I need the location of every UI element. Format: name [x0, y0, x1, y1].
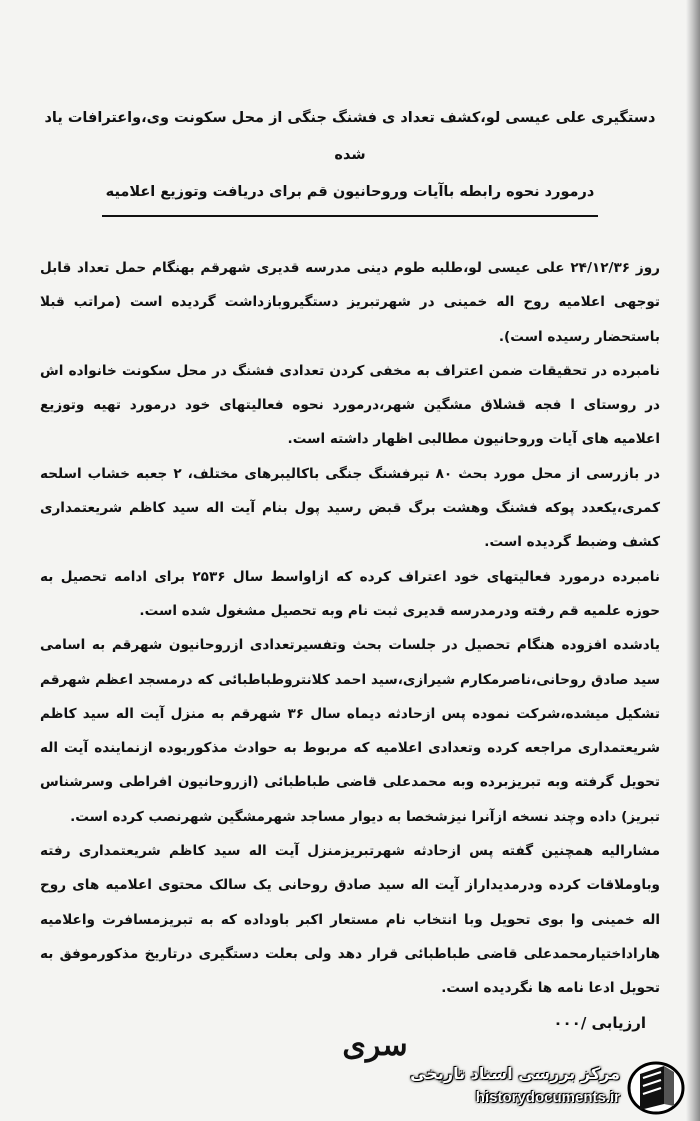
watermark-title: مرکز بررسی اسناد تاریخی: [410, 1064, 620, 1083]
paragraph-5: یادشده افزوده هنگام تحصیل در جلسات بحث وتفسیرتعدادی ازروحانیون شهرقم به اسامی سید صادق روحانی،ناصرمکارم شیرازی،سید احمد کلانتروطباطبائی که درمسجد اعظم شهرقم تشکیل میشده،شرکت نموده پس ازحادثه دیماه سال ۳۶ شهرقم به منزل آیت اله سید کاظم شریعتمداری مراجعه کرده وتعدادی اعلامیه که مربوط به حوادث مذکوربوده ازنماینده آیت اله تحویل گرفته وبه تبریزبرده وبه محمدعلی قاضی طباطبائی (ازروحانیون افراطی وسرشناس تبریز) داده وچند نسخه ازآنرا نیزشخصا به دیوار مساجد شهرمشگین شهرنصب کرده است.: [40, 637, 660, 825]
paragraph-3: در بازرسی از محل مورد بحث ۸۰ تیرفشنگ جنگی باکالیبرهای مختلف، ۲ جعبه خشاب اسلحه کمری،یکعدد پوکه فشنگ وهشت برگ قبض رسید پول بنام آیت اله سید کاظم شریعتمداری کشف وضبط گردیده است.: [40, 465, 660, 551]
classification-stamp: سری: [342, 1028, 408, 1063]
signature: ارزیابی /۰۰۰: [553, 1013, 646, 1032]
watermark-url: historydocuments.ir: [475, 1089, 620, 1106]
paragraph-6: مشارالیه همچنین گفته پس ازحادثه شهرتبریزمنزل آیت اله سید کاظم شریعتمداری رفته وباوملاقات کرده ودرمدیداراز آیت اله سید صادق روحانی یک سالک محتوی اعلامیه های روح اله خمینی وا بوی تحویل وبا انتخاب نام مستعار اکبر باوداده که به تبریزمسافرت واعلامیه هاراداختیارمحمدعلی قاضی طباطبائی قرار دهد ولی بعلت دستگیری درتاریخ مذکورموفق به تحویل ادعا نامه ها نگردیده است.: [40, 843, 660, 997]
document-subject: [40, 100, 660, 221]
subject-line-1: دستگیری علی عیسی لو،کشف تعداد ی فشنگ جنگی از محل سکونت وی،واعترافات یاد شده: [44, 110, 656, 163]
book-logo-icon: [626, 1060, 686, 1116]
watermark-text: [410, 1062, 620, 1110]
subject-line-2: درمورد نحوه رابطه باآیات وروحانیون قم برای دریافت وتوزیع اعلامیه: [102, 174, 599, 217]
watermark-logo: [410, 1058, 690, 1116]
paragraph-4: نامبرده درمورد فعالیتهای خود اعتراف کرده که ازاواسط سال ۲۵۳۶ برای ادامه تحصیل به حوزه علمیه قم رفته ودرمدرسه قدیری ثبت نام وبه تحصیل مشغول شده است.: [40, 568, 660, 619]
paragraph-2: نامبرده در تحقیقات ضمن اعتراف به مخفی کردن تعدادی فشنگ در محل سکونت خانواده اش در روستای ا فجه قشلاق مشگین شهر،درمورد نحوه فعالیتهای خود درمورد تهیه وتوزیع اعلامیه های آیات وروحانیون مطالبی اظهار داشته است.: [40, 362, 660, 448]
paragraph-1: روز ۲۴/۱۲/۳۶ علی عیسی لو،طلبه طوم دینی مدرسه قدیری شهرقم بهنگام حمل تعداد قابل توجهی اعلامیه روح اله خمینی در شهرتبریز دستگیروبازداشت گردیده است (مراتب قبلا باستحضار رسیده است).: [40, 260, 660, 345]
page-edge-shadow: [686, 0, 700, 1121]
document-body: [40, 100, 660, 1032]
